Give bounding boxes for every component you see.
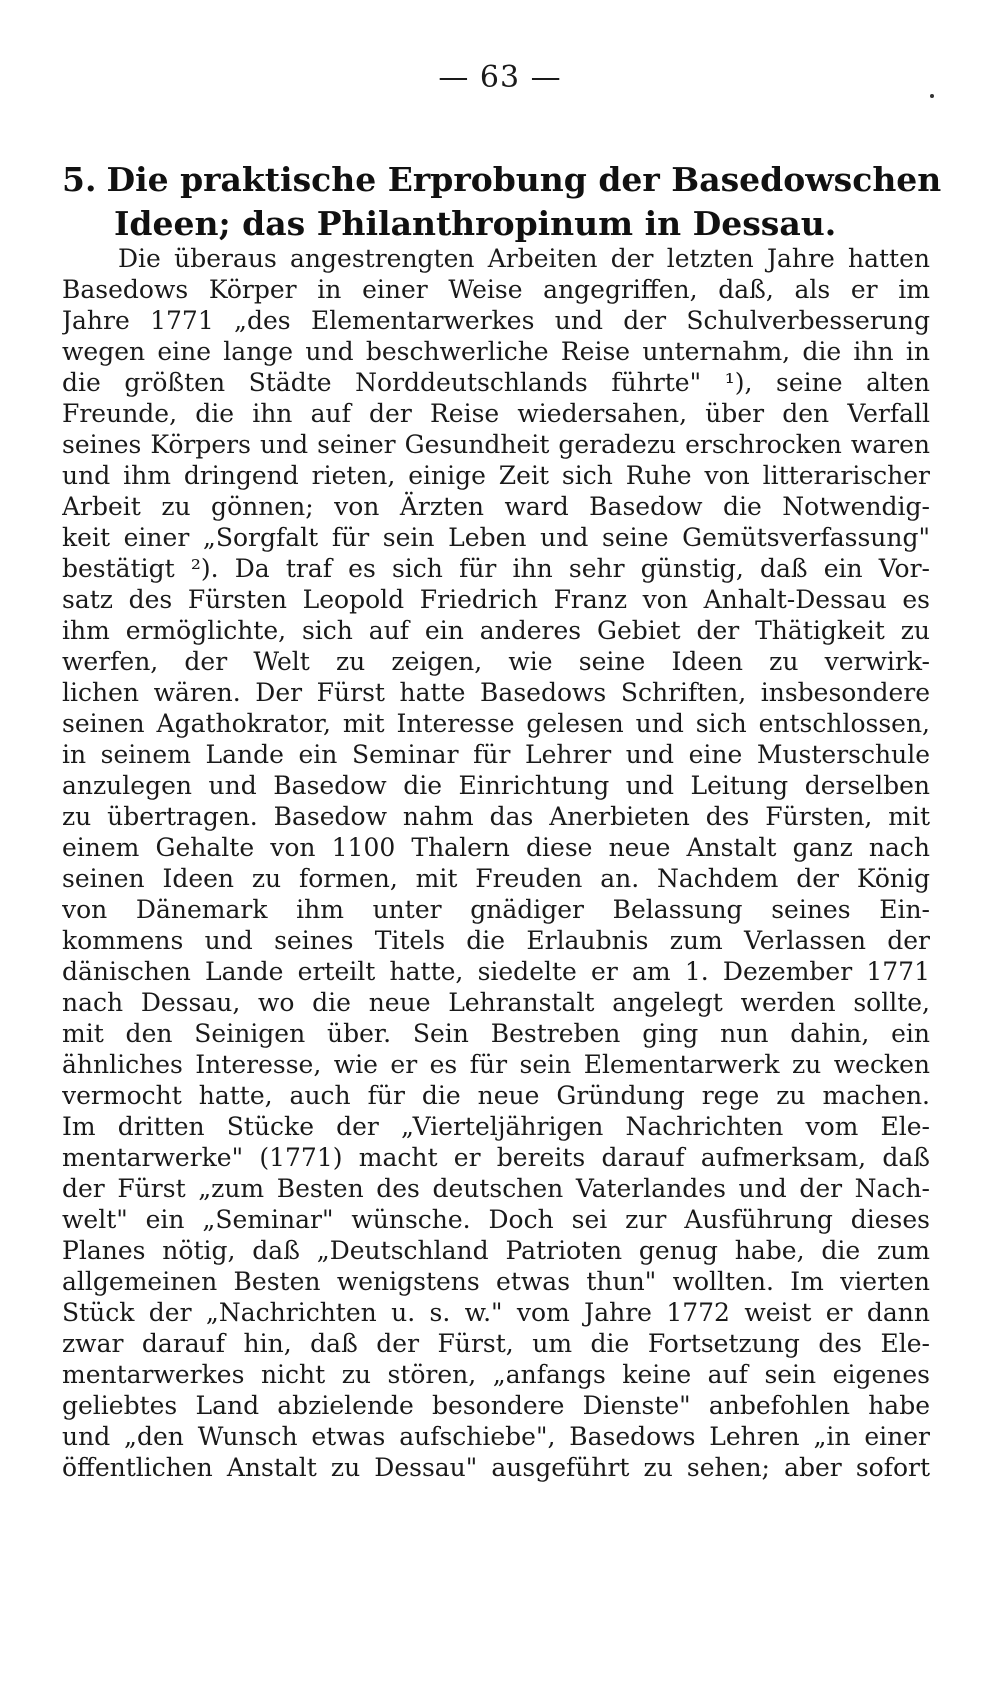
text-line: und ihm dringend rieten, einige Zeit sich Ruhe von litterarischer: [62, 461, 930, 490]
text-line: lichen wären. Der Fürst hatte Basedows Schriften, insbesondere: [62, 678, 930, 707]
text-line: mit den Seinigen über. Sein Bestreben ging nun dahin, ein: [62, 1019, 930, 1048]
section-heading: [62, 158, 942, 246]
text-line: der Fürst „zum Besten des deutschen Vaterlandes und der Nach-: [62, 1174, 930, 1203]
heading-line-1: [62, 158, 942, 202]
text-line: werfen, der Welt zu zeigen, wie seine Ideen zu verwirk-: [62, 647, 930, 676]
text-line: Basedows Körper in einer Weise angegriffen, daß, als er im: [62, 275, 930, 304]
body-text: [62, 243, 930, 1483]
text-line: nach Dessau, wo die neue Lehranstalt angelegt werden sollte,: [62, 988, 930, 1017]
ink-speck: [930, 94, 934, 98]
text-line: von Dänemark ihm unter gnädiger Belassung seines Ein-: [62, 895, 930, 924]
text-line: wegen eine lange und beschwerliche Reise unternahm, die ihn in: [62, 337, 930, 366]
text-line: Planes nötig, daß „Deutschland Patrioten genug habe, die zum: [62, 1236, 930, 1265]
text-line: Arbeit zu gönnen; von Ärzten ward Basedow die Notwendig-: [62, 492, 930, 521]
text-line: mentarwerke" (1771) macht er bereits darauf aufmerksam, daß: [62, 1143, 930, 1172]
heading-line-2: Ideen; das Philanthropinum in Dessau.: [114, 204, 837, 243]
text-line: ähnliches Interesse, wie er es für sein Elementarwerk zu wecken: [62, 1050, 930, 1079]
text-line: zwar darauf hin, daß der Fürst, um die Fortsetzung des Ele-: [62, 1329, 930, 1358]
text-line: vermocht hatte, auch für die neue Gründung rege zu machen.: [62, 1081, 930, 1110]
text-line: mentarwerkes nicht zu stören, „anfangs keine auf sein eigenes: [62, 1360, 930, 1389]
text-line: seines Körpers und seiner Gesundheit geradezu erschrocken waren: [62, 430, 930, 459]
text-line: in seinem Lande ein Seminar für Lehrer und eine Musterschule: [62, 740, 930, 769]
heading-text-1: Die praktische Erprobung der Basedowschen: [106, 160, 942, 199]
text-line: keit einer „Sorgfalt für sein Leben und seine Gemütsverfassung": [62, 523, 930, 552]
text-line: die größten Städte Norddeutschlands führte" ¹), seine alten: [62, 368, 930, 397]
text-line: Die überaus angestrengten Arbeiten der letzten Jahre hatten: [118, 244, 930, 273]
text-line: dänischen Lande erteilt hatte, siedelte er am 1. Dezember 1771: [62, 957, 930, 986]
text-line: satz des Fürsten Leopold Friedrich Franz von Anhalt-Dessau es: [62, 585, 930, 614]
section-number: 5.: [62, 160, 97, 199]
text-line: welt" ein „Seminar" wünsche. Doch sei zur Ausführung dieses: [62, 1205, 930, 1234]
text-line: seinen Ideen zu formen, mit Freuden an. Nachdem der König: [62, 864, 930, 893]
text-line: einem Gehalte von 1100 Thalern diese neue Anstalt ganz nach: [62, 833, 930, 862]
text-line: Stück der „Nachrichten u. s. w." vom Jahre 1772 weist er dann: [62, 1298, 930, 1327]
text-line: und „den Wunsch etwas aufschiebe", Basedows Lehren „in einer: [62, 1422, 930, 1451]
text-line: anzulegen und Basedow die Einrichtung und Leitung derselben: [62, 771, 930, 800]
text-line: Im dritten Stücke der „Vierteljährigen Nachrichten vom Ele-: [62, 1112, 930, 1141]
text-line: geliebtes Land abzielende besondere Dienste" anbefohlen habe: [62, 1391, 930, 1420]
text-line: ihm ermöglichte, sich auf ein anderes Gebiet der Thätigkeit zu: [62, 616, 930, 645]
text-line: seinen Agathokrator, mit Interesse gelesen und sich entschlossen,: [62, 709, 930, 738]
text-line: Freunde, die ihn auf der Reise wiedersahen, über den Verfall: [62, 399, 930, 428]
text-line: zu übertragen. Basedow nahm das Anerbieten des Fürsten, mit: [62, 802, 930, 831]
text-line: allgemeinen Besten wenigstens etwas thun" wollten. Im vierten: [62, 1267, 930, 1296]
page-number: — 63 —: [438, 60, 562, 95]
text-line: kommens und seines Titels die Erlaubnis zum Verlassen der: [62, 926, 930, 955]
text-line: bestätigt ²). Da traf es sich für ihn sehr günstig, daß ein Vor-: [62, 554, 930, 583]
text-line: öffentlichen Anstalt zu Dessau" ausgeführt zu sehen; aber sofort: [62, 1453, 930, 1482]
text-line: Jahre 1771 „des Elementarwerkes und der Schulverbesserung: [62, 306, 930, 335]
